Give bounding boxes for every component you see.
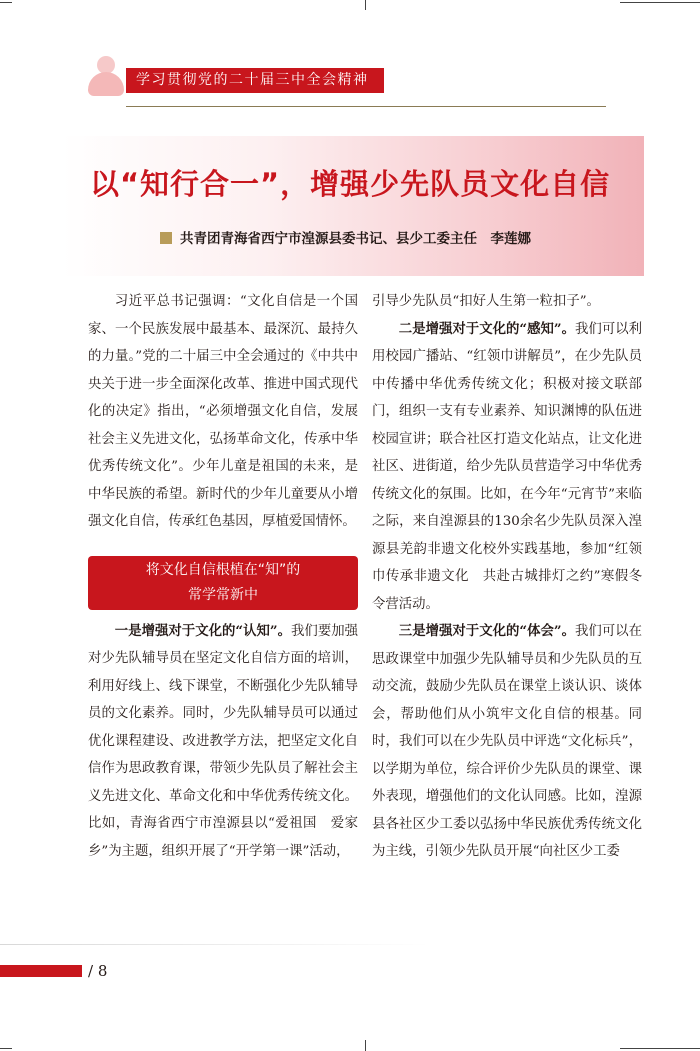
footer-divider <box>0 944 430 945</box>
paragraph <box>372 316 642 619</box>
left-column <box>88 288 358 865</box>
crop-mark <box>365 1040 366 1051</box>
paragraph <box>88 618 358 866</box>
divider <box>126 106 606 107</box>
square-bullet-icon <box>160 232 172 244</box>
paragraph-lead: 二是增强对于文化的“感知”。 <box>398 320 576 337</box>
right-column <box>372 288 642 866</box>
article-title: 以“知行合一”，增强少先队员文化自信 <box>90 167 611 201</box>
subheading-line: 常学常新中 <box>188 586 258 603</box>
paragraph: 习近平总书记强调：“文化自信是一个国家、一个民族发展中最基本、最深沉、最持久的力量。”党的二十届三中全会通过的《中共中央关于进一步全面深化改革、推进中国式现代化的决定》指出，“必须增强文化自信，发展社会主义先进文化，弘扬革命文化，传承中华优秀传统文化”。少年儿童是祖国的未来，是中华民族的希望。新时代的少年儿童要从小增强文化自信，传承红色基因，厚植爱国情怀。 <box>88 294 358 529</box>
byline <box>160 227 531 247</box>
subheading-box <box>88 556 358 610</box>
paragraph-lead: 三是增强对于文化的“体会”。 <box>398 623 576 639</box>
paragraph-lead: 一是增强对于文化的“认知”。 <box>114 622 292 639</box>
page-number: / 8 <box>88 962 108 980</box>
title-background <box>62 136 644 276</box>
paragraph-text: 我们可以利用校园广播站、“红领巾讲解员”，在少先队员中传播中华优秀传统文化；积极对接文联部门，组织一支有专业素养、知识渊博的队伍进校园宣讲；联合社区打造文化站点，让文化进社区、进街道，给少先队员营造学习中华优秀传统文化的氛围。比如，在今年“元宵节”来临之际，来自湟源县的130余名少先队员深入湟源县羌韵非遗文化校外实践基地，参加“红领巾传承非遗文化 共赴古城排灯之约”寒假冬令营活动。 <box>372 321 643 612</box>
footer-accent-bar <box>0 965 82 977</box>
byline-text: 共青团青海省西宁市湟源县委书记、县少工委主任 李莲娜 <box>180 231 531 247</box>
crop-mark <box>620 2 700 3</box>
crop-mark <box>0 2 12 3</box>
crop-mark <box>620 1048 700 1049</box>
paragraph: 引导少先队员“扣好人生第一粒扣子”。 <box>372 294 600 309</box>
section-banner: 学习贯彻党的二十届三中全会精神 <box>126 68 384 93</box>
subheading-line: 将文化自信根植在“知”的 <box>145 561 301 578</box>
crop-mark <box>0 1048 12 1049</box>
paragraph-text: 我们可以在思政课堂中加强少先队辅导员和少先队员的互动交流，鼓励少先队员在课堂上谈认识、谈体会，帮助他们从小筑牢文化自信的根基。同时，我们可以在少先队员中评选“文化标兵”，以学期为单位，综合评价少先队员的课堂、课外表现，增强他们的文化认同感。比如，湟源县各社区少工委以弘扬中华民族优秀传统文化为主线，引领少先队员开展“向社区少工委 <box>372 624 643 859</box>
person-icon <box>88 56 124 96</box>
crop-mark <box>365 0 366 10</box>
paragraph-text: 我们要加强对少先队辅导员在坚定文化自信方面的培训，利用好线上、线下课堂，不断强化少先队辅导员的文化素养。同时，少先队辅导员可以通过优化课程建设、改进教学方法，把坚定文化自信作为思政教育课，带领少先队员了解社会主义先进文化、革命文化和中华优秀传统文化。比如，青海省西宁市湟源县以“爱祖国 爱家乡”为主题，组织开展了“开学第一课”活动， <box>88 623 359 859</box>
paragraph <box>372 618 642 866</box>
